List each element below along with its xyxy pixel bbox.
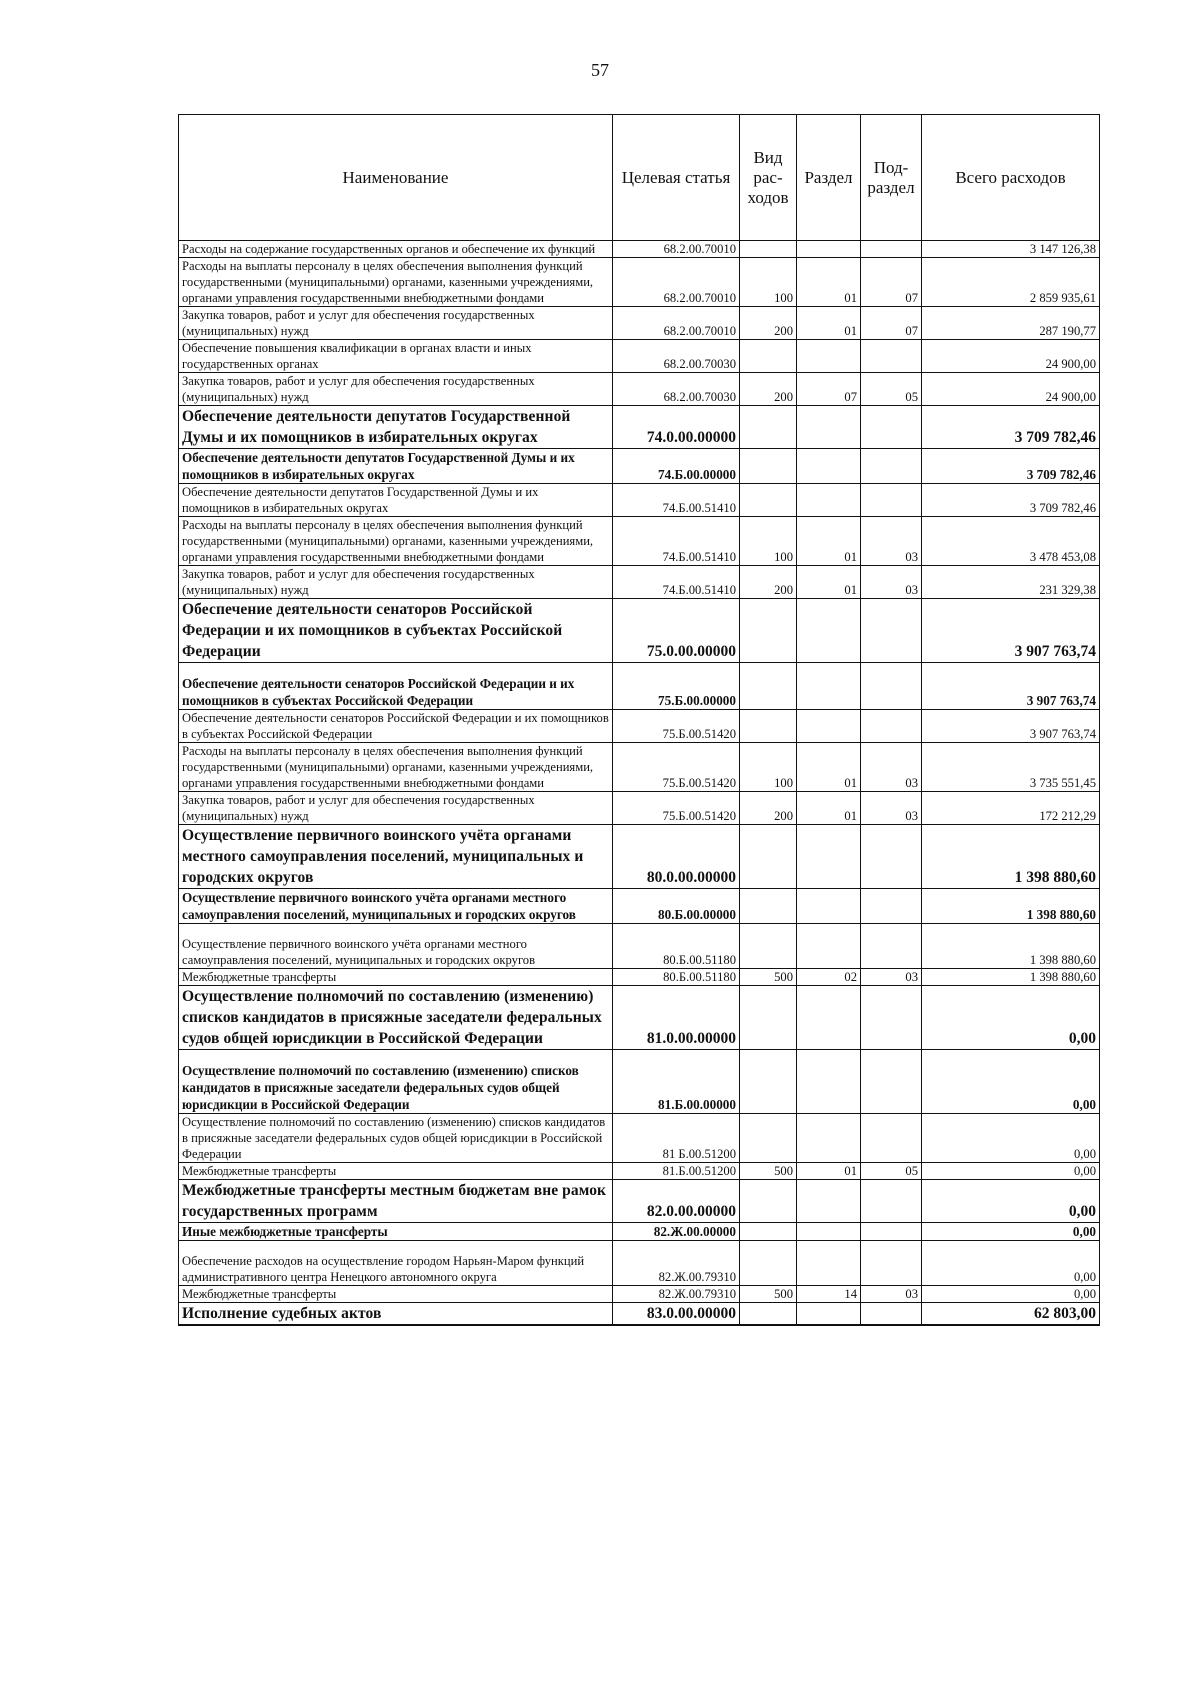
cell-razdel [797,825,861,889]
cell-code: 74.Б.00.00000 [613,449,740,484]
cell-podrazdel [861,825,922,889]
cell-podrazdel: 03 [861,969,922,986]
header-name: Наименование [179,115,613,241]
cell-podrazdel: 03 [861,517,922,566]
cell-name: Межбюджетные трансферты [179,1286,613,1303]
table-body [179,241,1100,1326]
cell-vid [740,241,797,258]
cell-total: 287 190,77 [922,307,1100,340]
cell-vid [740,340,797,373]
cell-code: 74.Б.00.51410 [613,484,740,517]
cell-name: Обеспечение повышения квалификации в органах власти и иных государственных органах [179,340,613,373]
cell-podrazdel [861,1114,922,1163]
cell-total: 62 803,00 [922,1303,1100,1326]
cell-total: 1 398 880,60 [922,969,1100,986]
cell-razdel: 01 [797,1163,861,1180]
cell-vid [740,663,797,710]
table-row [179,484,1100,517]
header-razdel: Раздел [797,115,861,241]
cell-total: 0,00 [922,1114,1100,1163]
cell-total: 1 398 880,60 [922,924,1100,969]
cell-razdel [797,1223,861,1241]
cell-name: Закупка товаров, работ и услуг для обеспечения государственных (муниципальных) нужд [179,307,613,340]
cell-code: 81.Б.00.00000 [613,1050,740,1114]
cell-name: Расходы на выплаты персоналу в целях обеспечения выполнения функций государственными (муниципальными) органами, казенными учреждениями, органами управления государственными внебюджетными фондами [179,517,613,566]
header-podrazdel: Под- раздел [861,115,922,241]
cell-razdel: 01 [797,743,861,792]
cell-razdel [797,1241,861,1286]
cell-podrazdel [861,1180,922,1223]
cell-razdel [797,340,861,373]
cell-total: 3 709 782,46 [922,449,1100,484]
cell-name: Расходы на выплаты персоналу в целях обеспечения выполнения функций государственными (муниципальными) органами, казенными учреждениями, органами управления государственными внебюджетными фондами [179,743,613,792]
cell-total: 3 709 782,46 [922,484,1100,517]
cell-vid [740,1241,797,1286]
table-row [179,986,1100,1050]
cell-razdel [797,889,861,924]
cell-podrazdel [861,1303,922,1326]
table-row [179,825,1100,889]
table-row [179,889,1100,924]
cell-total: 172 212,29 [922,792,1100,825]
table-row [179,924,1100,969]
cell-name: Закупка товаров, работ и услуг для обеспечения государственных (муниципальных) нужд [179,566,613,599]
cell-razdel [797,663,861,710]
cell-vid: 200 [740,373,797,406]
cell-name: Обеспечение деятельности депутатов Государственной Думы и их помощников в избирательных округах [179,484,613,517]
cell-name: Расходы на содержание государственных органов и обеспечение их функций [179,241,613,258]
cell-total: 0,00 [922,1050,1100,1114]
table-row [179,566,1100,599]
cell-code: 82.0.00.00000 [613,1180,740,1223]
cell-total: 0,00 [922,986,1100,1050]
cell-name: Расходы на выплаты персоналу в целях обеспечения выполнения функций государственными (муниципальными) органами, казенными учреждениями, органами управления государственными внебюджетными фондами [179,258,613,307]
cell-razdel: 01 [797,792,861,825]
cell-vid [740,1180,797,1223]
table-row [179,340,1100,373]
table-row [179,1180,1100,1223]
cell-razdel [797,986,861,1050]
cell-vid [740,1050,797,1114]
cell-vid [740,825,797,889]
cell-podrazdel: 03 [861,743,922,792]
table-row [179,710,1100,743]
cell-podrazdel [861,710,922,743]
cell-name: Обеспечение деятельности депутатов Государственной Думы и их помощников в избирательных округах [179,449,613,484]
cell-name: Межбюджетные трансферты местным бюджетам вне рамок государственных программ [179,1180,613,1223]
cell-vid: 500 [740,1286,797,1303]
table-row [179,258,1100,307]
cell-name: Обеспечение расходов на осуществление городом Нарьян-Маром функций административного центра Ненецкого автономного округа [179,1241,613,1286]
cell-podrazdel: 05 [861,1163,922,1180]
table-row [179,1163,1100,1180]
cell-code: 74.0.00.00000 [613,406,740,449]
table-row [179,449,1100,484]
cell-podrazdel [861,241,922,258]
table-row [179,406,1100,449]
table-row [179,1223,1100,1241]
cell-total: 3 147 126,38 [922,241,1100,258]
cell-vid: 100 [740,517,797,566]
cell-code: 83.0.00.00000 [613,1303,740,1326]
cell-code: 80.Б.00.51180 [613,924,740,969]
header-code: Целевая статья [613,115,740,241]
cell-vid [740,924,797,969]
cell-code: 75.Б.00.51420 [613,743,740,792]
cell-code: 74.Б.00.51410 [613,566,740,599]
table-row [179,517,1100,566]
cell-vid: 500 [740,1163,797,1180]
cell-razdel [797,406,861,449]
cell-vid [740,449,797,484]
cell-razdel: 01 [797,307,861,340]
cell-podrazdel: 05 [861,373,922,406]
cell-vid: 200 [740,566,797,599]
cell-total: 0,00 [922,1286,1100,1303]
cell-razdel [797,449,861,484]
cell-vid [740,599,797,663]
cell-vid: 500 [740,969,797,986]
cell-razdel: 01 [797,517,861,566]
table-row [179,663,1100,710]
cell-podrazdel: 07 [861,258,922,307]
cell-code: 75.Б.00.51420 [613,710,740,743]
header-vid: Вид рас- ходов [740,115,797,241]
cell-name: Межбюджетные трансферты [179,969,613,986]
cell-total: 3 478 453,08 [922,517,1100,566]
table-row [179,1303,1100,1326]
cell-podrazdel [861,340,922,373]
cell-code: 81.Б.00.51200 [613,1163,740,1180]
cell-total: 2 859 935,61 [922,258,1100,307]
cell-total: 3 907 763,74 [922,663,1100,710]
table-row [179,599,1100,663]
cell-vid [740,710,797,743]
cell-podrazdel [861,484,922,517]
cell-podrazdel [861,599,922,663]
cell-podrazdel [861,1241,922,1286]
cell-podrazdel [861,449,922,484]
cell-vid: 200 [740,307,797,340]
cell-code: 75.Б.00.00000 [613,663,740,710]
cell-razdel: 01 [797,566,861,599]
cell-code: 80.0.00.00000 [613,825,740,889]
cell-code: 81 Б.00.51200 [613,1114,740,1163]
cell-razdel [797,599,861,663]
table-row [179,373,1100,406]
cell-razdel [797,1114,861,1163]
table-row [179,241,1100,258]
cell-name: Осуществление полномочий по составлению (изменению) списков кандидатов в присяжные заседатели федеральных судов общей юрисдикции в Российской Федерации [179,1050,613,1114]
cell-total: 0,00 [922,1223,1100,1241]
cell-podrazdel [861,924,922,969]
cell-podrazdel [861,889,922,924]
cell-name: Закупка товаров, работ и услуг для обеспечения государственных (муниципальных) нужд [179,792,613,825]
cell-code: 75.Б.00.51420 [613,792,740,825]
cell-vid [740,484,797,517]
header-total: Всего расходов [922,115,1100,241]
cell-vid [740,986,797,1050]
cell-code: 82.Ж.00.79310 [613,1286,740,1303]
cell-podrazdel [861,663,922,710]
cell-podrazdel: 03 [861,792,922,825]
cell-razdel [797,1050,861,1114]
table-row [179,969,1100,986]
budget-table [178,114,1100,1326]
cell-code: 68.2.00.70010 [613,258,740,307]
cell-code: 80.Б.00.51180 [613,969,740,986]
cell-podrazdel [861,1050,922,1114]
cell-total: 231 329,38 [922,566,1100,599]
cell-razdel [797,484,861,517]
table-header [179,115,1100,241]
cell-code: 68.2.00.70010 [613,241,740,258]
cell-razdel: 14 [797,1286,861,1303]
cell-name: Осуществление полномочий по составлению (изменению) списков кандидатов в присяжные заседатели федеральных судов общей юрисдикции в Российской Федерации [179,986,613,1050]
cell-code: 68.2.00.70010 [613,307,740,340]
cell-total: 1 398 880,60 [922,825,1100,889]
cell-vid: 100 [740,258,797,307]
cell-podrazdel: 03 [861,1286,922,1303]
cell-code: 68.2.00.70030 [613,340,740,373]
table-row [179,1050,1100,1114]
table-row [179,743,1100,792]
cell-total: 3 907 763,74 [922,599,1100,663]
table-row [179,792,1100,825]
cell-name: Закупка товаров, работ и услуг для обеспечения государственных (муниципальных) нужд [179,373,613,406]
cell-razdel: 02 [797,969,861,986]
cell-vid [740,1303,797,1326]
cell-code: 80.Б.00.00000 [613,889,740,924]
table-row [179,1286,1100,1303]
cell-code: 82.Ж.00.00000 [613,1223,740,1241]
cell-vid: 100 [740,743,797,792]
cell-razdel [797,1180,861,1223]
cell-name: Осуществление полномочий по составлению (изменению) списков кандидатов в присяжные заседатели федеральных судов общей юрисдикции в Российской Федерации [179,1114,613,1163]
cell-razdel [797,710,861,743]
cell-vid: 200 [740,792,797,825]
cell-name: Исполнение судебных актов [179,1303,613,1326]
cell-razdel: 07 [797,373,861,406]
cell-podrazdel: 03 [861,566,922,599]
cell-code: 82.Ж.00.79310 [613,1241,740,1286]
cell-name: Межбюджетные трансферты [179,1163,613,1180]
cell-razdel [797,241,861,258]
cell-razdel [797,1303,861,1326]
cell-razdel [797,924,861,969]
cell-total: 1 398 880,60 [922,889,1100,924]
cell-code: 81.0.00.00000 [613,986,740,1050]
cell-vid [740,1223,797,1241]
cell-name: Осуществление первичного воинского учёта органами местного самоуправления поселений, муниципальных и городских округов [179,825,613,889]
table-row [179,1241,1100,1286]
cell-name: Обеспечение деятельности сенаторов Российской Федерации и их помощников в субъектах Российской Федерации [179,663,613,710]
cell-podrazdel [861,986,922,1050]
cell-razdel: 01 [797,258,861,307]
cell-name: Осуществление первичного воинского учёта органами местного самоуправления поселений, муниципальных и городских округов [179,924,613,969]
cell-total: 3 709 782,46 [922,406,1100,449]
table-row [179,307,1100,340]
cell-total: 24 900,00 [922,373,1100,406]
cell-total: 3 907 763,74 [922,710,1100,743]
cell-code: 74.Б.00.51410 [613,517,740,566]
cell-name: Обеспечение деятельности сенаторов Российской Федерации и их помощников в субъектах Российской Федерации [179,599,613,663]
cell-name: Обеспечение деятельности депутатов Государственной Думы и их помощников в избирательных округах [179,406,613,449]
cell-vid [740,406,797,449]
cell-podrazdel [861,406,922,449]
table-row [179,1114,1100,1163]
cell-total: 0,00 [922,1163,1100,1180]
cell-name: Иные межбюджетные трансферты [179,1223,613,1241]
cell-total: 0,00 [922,1180,1100,1223]
cell-name: Осуществление первичного воинского учёта органами местного самоуправления поселений, муниципальных и городских округов [179,889,613,924]
cell-podrazdel: 07 [861,307,922,340]
cell-vid [740,889,797,924]
cell-code: 68.2.00.70030 [613,373,740,406]
cell-vid [740,1114,797,1163]
page-number: 57 [591,60,609,80]
cell-total: 24 900,00 [922,340,1100,373]
cell-name: Обеспечение деятельности сенаторов Российской Федерации и их помощников в субъектах Российской Федерации [179,710,613,743]
cell-code: 75.0.00.00000 [613,599,740,663]
cell-total: 3 735 551,45 [922,743,1100,792]
cell-podrazdel [861,1223,922,1241]
cell-total: 0,00 [922,1241,1100,1286]
